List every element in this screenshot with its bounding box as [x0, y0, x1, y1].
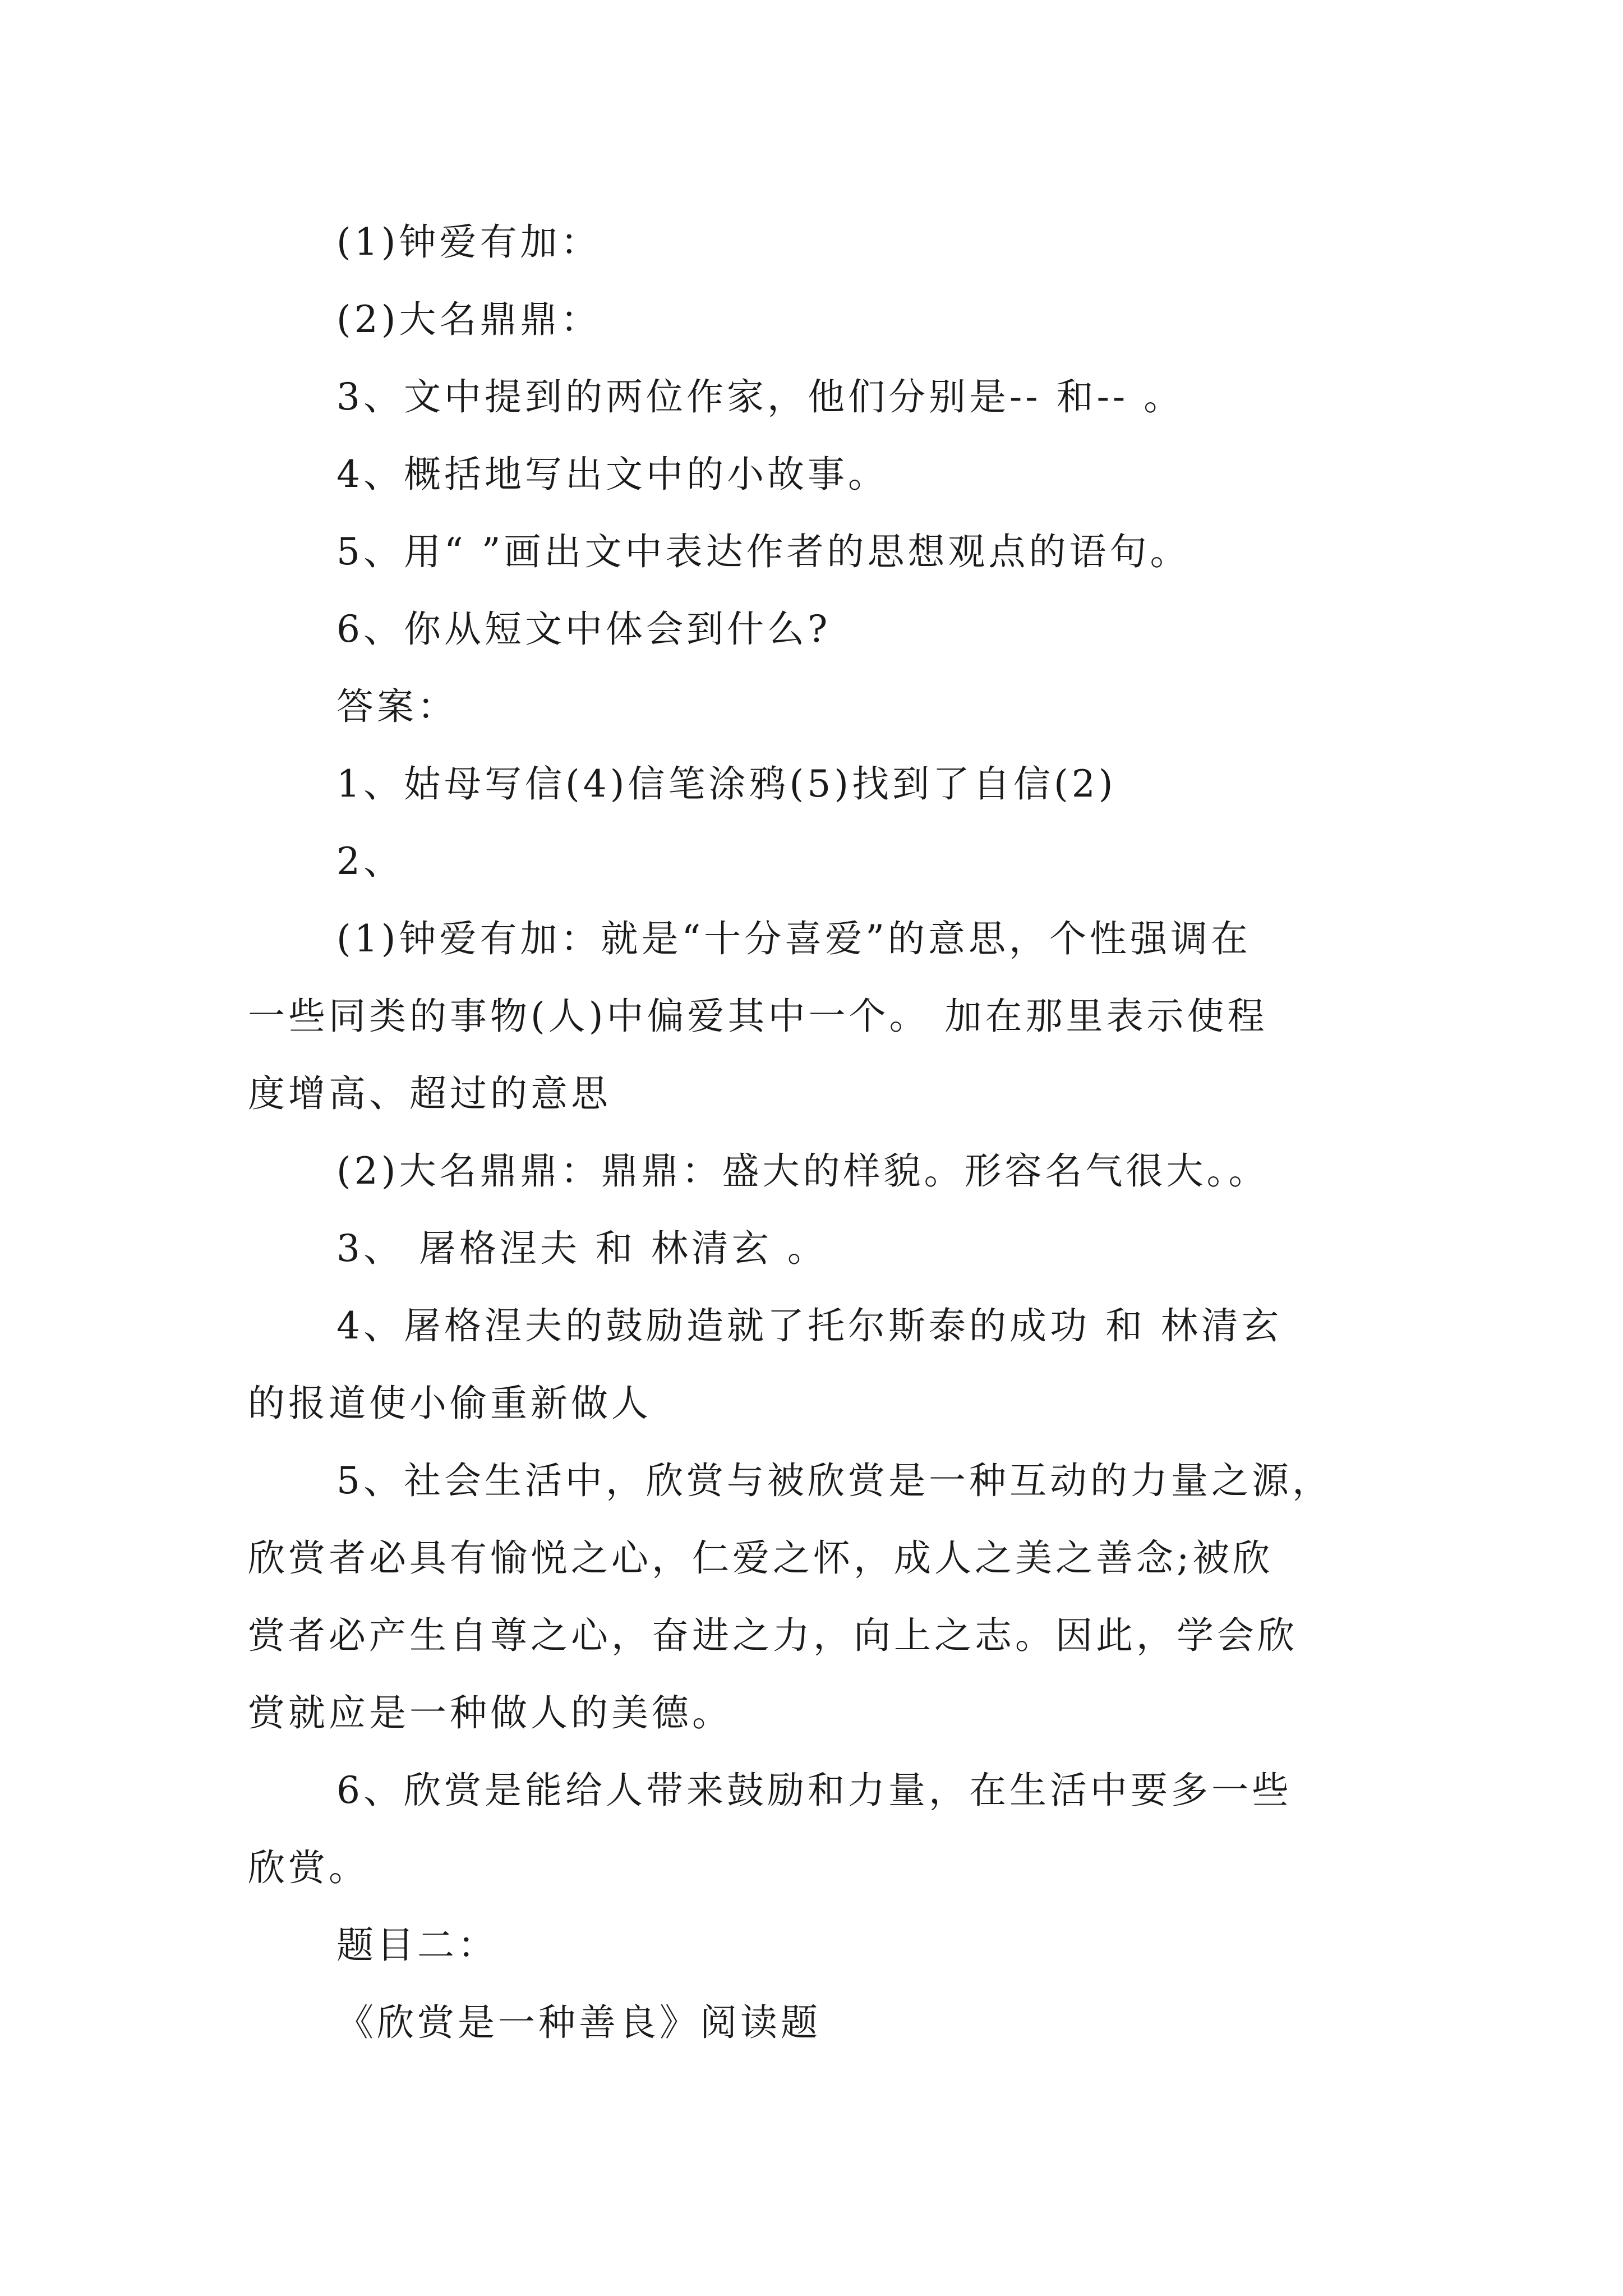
- text-line: 5、社会生活中，欣赏与被欣赏是一种互动的力量之源，: [336, 1459, 1332, 1502]
- text-line: 《欣赏是一种善良》阅读题: [336, 2001, 821, 2044]
- text-line: 6、欣赏是能给人带来鼓励和力量，在生活中要多一些: [336, 1769, 1292, 1812]
- text-line: 答案：: [336, 685, 458, 728]
- text-line: 3、文中提到的两位作家，他们分别是-- 和-- 。: [336, 375, 1184, 418]
- text-line: (2)大名鼎鼎：鼎鼎：盛大的样貌。形容名气很大。。: [336, 1149, 1269, 1193]
- text-line: 4、概括地写出文中的小故事。: [336, 453, 888, 496]
- text-line: 6、你从短文中体会到什么?: [336, 608, 831, 651]
- text-line: (1)钟爱有加：就是“十分喜爱”的意思，个性强调在: [336, 917, 1251, 960]
- text-line: 3、 屠格涅夫 和 林清玄 。: [336, 1227, 828, 1270]
- text-line: 5、用“ ”画出文中表达作者的思想观点的语句。: [336, 530, 1191, 573]
- text-line: 度增高、超过的意思: [248, 1072, 611, 1115]
- text-line: (2)大名鼎鼎：: [336, 298, 601, 341]
- text-line: 4、屠格涅夫的鼓励造就了托尔斯泰的成功 和 林清玄: [336, 1304, 1282, 1347]
- text-line: 欣赏者必具有愉悦之心，仁爱之怀，成人之美之善念;被欣: [248, 1536, 1274, 1580]
- text-line: 欣赏。: [248, 1846, 369, 1889]
- text-line: 题目二：: [336, 1924, 498, 1967]
- text-line: (1)钟爱有加：: [336, 220, 601, 264]
- text-line: 赏就应是一种做人的美德。: [248, 1691, 732, 1734]
- text-line: 一些同类的事物(人)中偏爱其中一个。 加在那里表示使程: [248, 995, 1268, 1038]
- text-line: 的报道使小偷重新做人: [248, 1382, 652, 1425]
- text-line: 2、: [336, 840, 404, 883]
- text-line: 1、姑母写信(4)信笔涂鸦(5)找到了自信(2): [336, 762, 1117, 806]
- text-line: 赏者必产生自尊之心，奋进之力，向上之志。因此，学会欣: [248, 1614, 1298, 1657]
